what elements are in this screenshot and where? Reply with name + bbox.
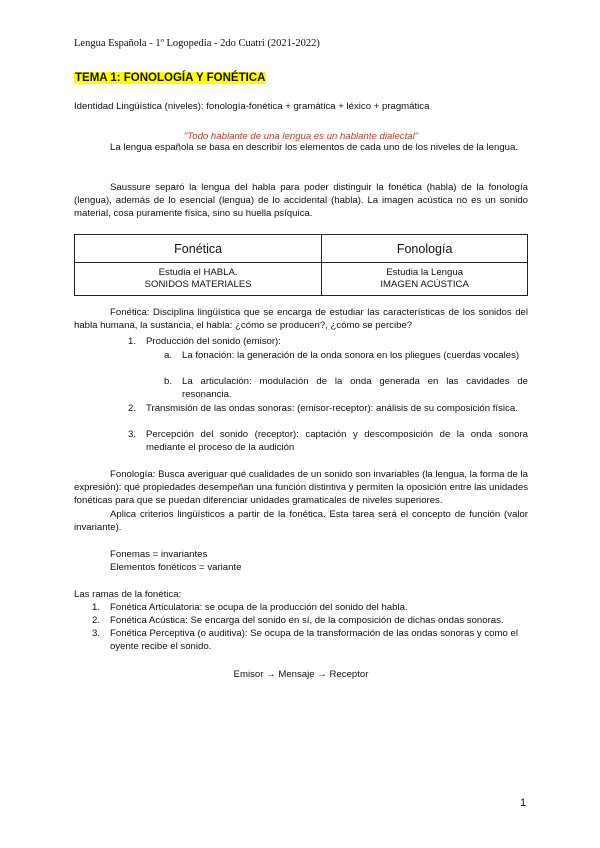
list-number: 3. [92, 628, 101, 639]
cell-line: Estudia el HABLA. [158, 267, 238, 278]
table-header-fonologia: Fonología [322, 235, 528, 263]
list-letter: b. [164, 376, 173, 387]
list-item [92, 614, 528, 627]
fonologia-definition: Fonología: Busca averiguar qué cualidades de un sonido son invariables (la lengua, la forma de la expresión): qué propiedades desempeñan una función distintiva y permiten la oposición entre las unidades fonéticas para que se puedan diferenciar unidades gramaticales de niveles superiores. [74, 469, 528, 507]
list-text: Fonética Perceptiva (o auditiva): Se ocupa de la transformación de las ondas sonoras y como el oyente recibe el sonido. [110, 628, 518, 653]
cell-line: IMAGEN ACÚSTICA [380, 279, 469, 290]
list-item [128, 428, 528, 454]
list-number: 2. [92, 615, 101, 626]
list-item [128, 335, 528, 348]
table-header-fonetica: Fonética [75, 235, 322, 263]
list-text: La articulación: modulación de la onda generada en las cavidades de resonancia. [182, 376, 528, 401]
list-text: Percepción del sonido (receptor): captación y descomposición de la onda sonora mediante el proceso de la audición [146, 429, 528, 454]
list-item [92, 601, 528, 614]
list-text: La fonación: la generación de la onda sonora en los pliegues (cuerdas vocales) [182, 350, 520, 361]
list-item [128, 402, 528, 415]
identity-line: Identidad Lingüística (niveles): fonología-fonética + gramática + léxico + pragmática [74, 101, 430, 112]
list-number: 1. [92, 602, 101, 613]
list-text: Producción del sonido (emisor): [146, 336, 281, 347]
quote: "Todo hablante de una lengua es un hablante dialectal" [183, 131, 419, 142]
section-title: TEMA 1: FONOLOGÍA Y FONÉTICA [75, 72, 266, 84]
list-letter: a. [164, 350, 173, 361]
list-text: Fonética Articulatoria: se ocupa de la producción del sonido del habla. [110, 602, 408, 613]
criterios-paragraph: Aplica criterios lingüísticos a partir de la fonética. Esta tarea será el concepto de función (valor invariante). [74, 509, 528, 534]
page-number: 1 [520, 797, 527, 809]
page-header: Lengua Española - 1º Logopedia - 2do Cuatri (2021-2022) [74, 38, 320, 49]
fonemas-line: Fonemas = invariantes [110, 549, 208, 560]
ramas-title: Las ramas de la fonética: [74, 589, 182, 600]
cell-line: Estudia la Lengua [386, 267, 464, 278]
paragraph-2: Saussure separó la lengua del habla para poder distinguir la fonética (habla) de la fonología (lengua), además de lo esencial (lengua) de lo accidental (habla). La imagen acústica no es un sonido material, cosa puramente física, sino su huella psíquica. [74, 182, 528, 220]
communication-flow: Emisor → Mensaje → Receptor [233, 669, 369, 680]
cell-line: SONIDOS MATERIALES [144, 279, 252, 290]
table-cell-fonologia [322, 263, 528, 296]
list-number: 3. [128, 429, 137, 440]
comparison-table [74, 234, 528, 296]
paragraph-1: La lengua española se basa en describir los elementos de cada uno de los niveles de la lengua. [110, 142, 519, 153]
list-item [92, 627, 528, 653]
list-text: Fonética Acústica: Se encarga del sonido en sí, de la composición de dichas ondas sonoras. [110, 615, 504, 626]
sub-list-item [164, 375, 528, 401]
list-number: 1. [128, 336, 137, 347]
table-cell-fonetica [75, 263, 322, 296]
elementos-line: Elementos fonéticos = variante [110, 562, 242, 573]
sub-list-item [164, 349, 528, 362]
list-number: 2. [128, 403, 137, 414]
fonetica-definition: Fonética: Disciplina lingüística que se encarga de estudiar las características de los sonidos del habla humana, la sustancia, el habla: ¿cómo se producen?, ¿cómo se percibe? [74, 307, 528, 332]
list-text: Transmisión de las ondas sonoras: (emisor-receptor): análisis de su composición física. [146, 403, 518, 414]
